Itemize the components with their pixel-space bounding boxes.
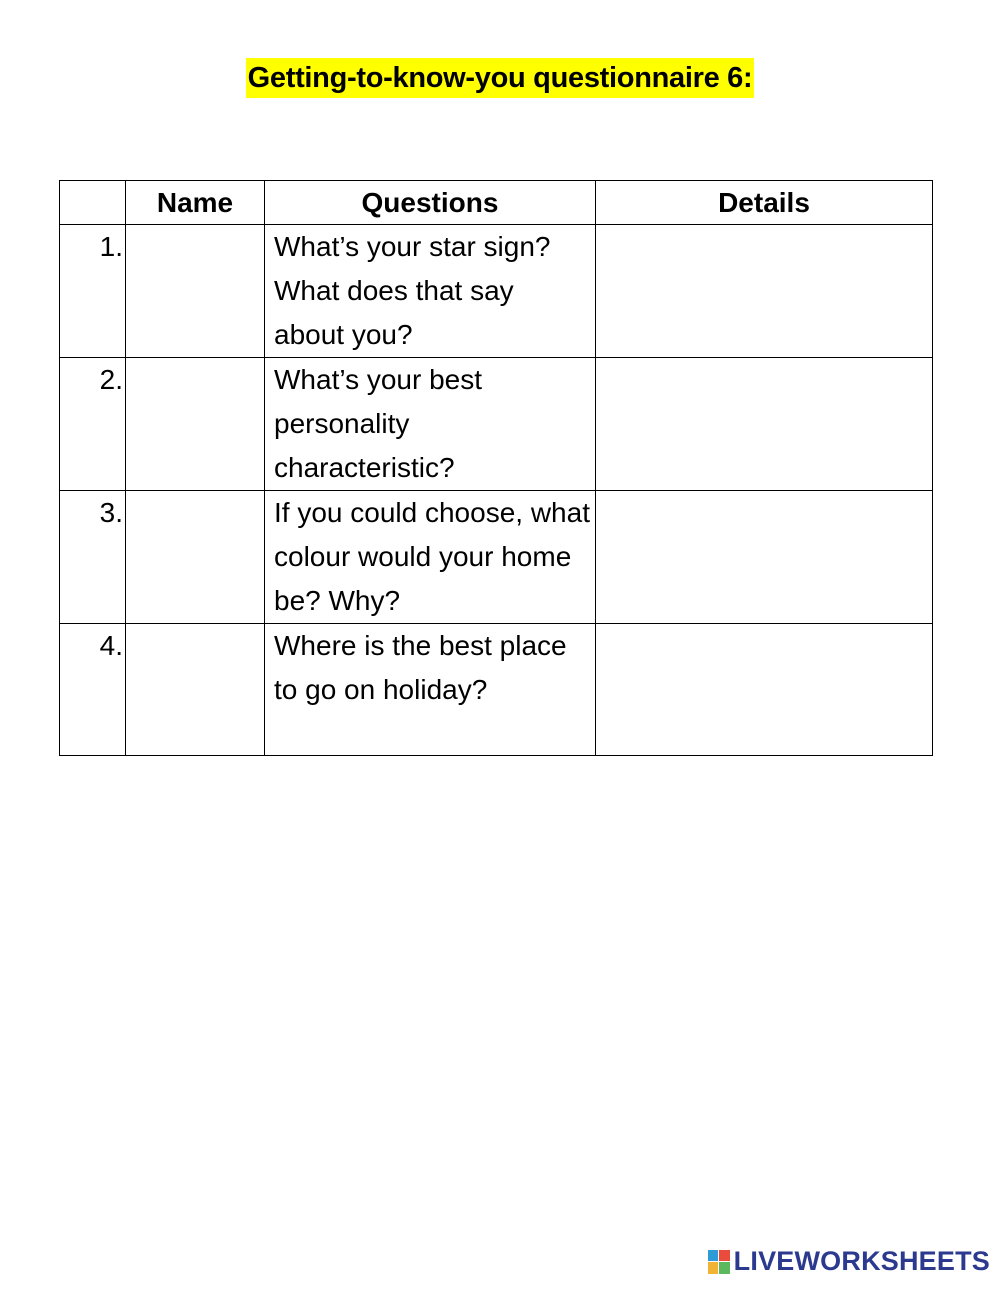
details-cell[interactable] <box>596 491 933 624</box>
details-cell[interactable] <box>596 225 933 358</box>
row-number: 4. <box>60 624 126 756</box>
questionnaire-table <box>59 180 933 756</box>
row-number: 2. <box>60 358 126 491</box>
question-cell: Where is the best place to go on holiday? <box>265 624 596 756</box>
question-cell: If you could choose, what colour would your home be? Why? <box>265 491 596 624</box>
table-row <box>60 624 933 756</box>
brand-watermark <box>708 1246 990 1277</box>
header-questions: Questions <box>265 181 596 225</box>
table-row <box>60 225 933 358</box>
liveworksheets-logo-icon <box>708 1250 730 1274</box>
title-container <box>0 58 1000 98</box>
details-cell[interactable] <box>596 624 933 756</box>
table-row <box>60 491 933 624</box>
question-cell: What’s your best personality characteristic? <box>265 358 596 491</box>
header-number <box>60 181 126 225</box>
table-header-row <box>60 181 933 225</box>
name-cell[interactable] <box>126 225 265 358</box>
question-cell: What’s your star sign? What does that say about you? <box>265 225 596 358</box>
name-cell[interactable] <box>126 358 265 491</box>
page-title: Getting-to-know-you questionnaire 6: <box>246 58 755 98</box>
header-details: Details <box>596 181 933 225</box>
brand-text: LIVEWORKSHEETS <box>733 1246 990 1276</box>
name-cell[interactable] <box>126 624 265 756</box>
details-cell[interactable] <box>596 358 933 491</box>
header-name: Name <box>126 181 265 225</box>
name-cell[interactable] <box>126 491 265 624</box>
row-number: 3. <box>60 491 126 624</box>
table-row <box>60 358 933 491</box>
row-number: 1. <box>60 225 126 358</box>
